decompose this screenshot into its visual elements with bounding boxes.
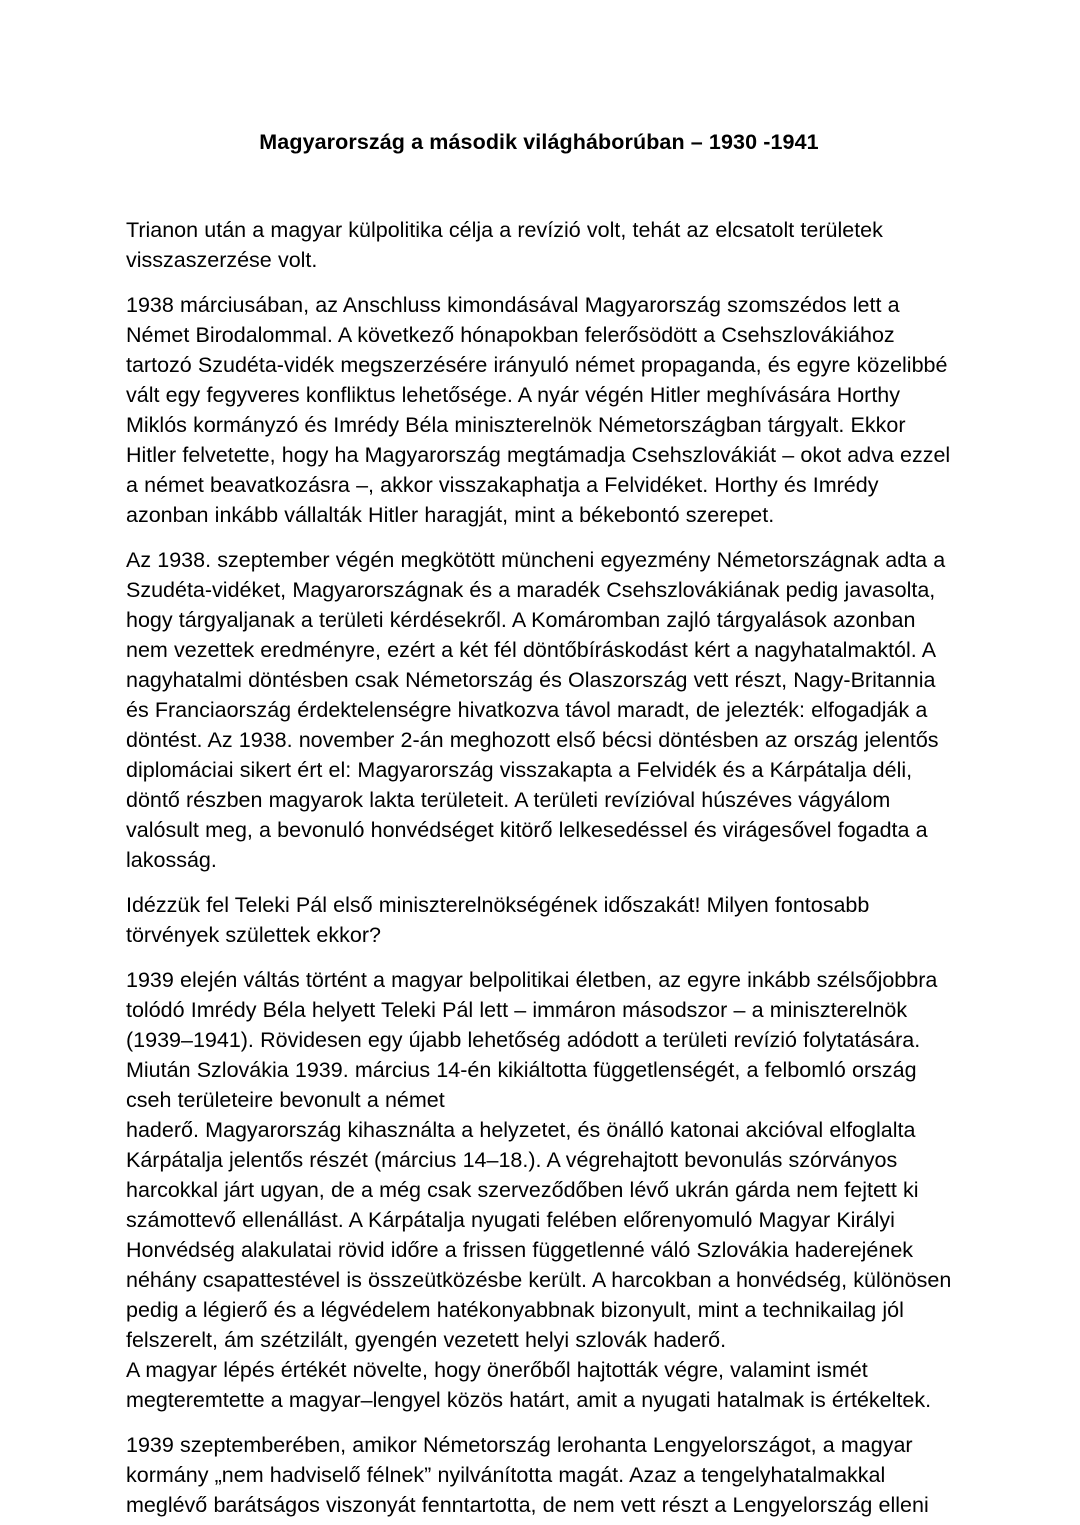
paragraph-1: Trianon után a magyar külpolitika célja a revízió volt, tehát az elcsatolt területek visszaszerzése volt. <box>126 218 883 272</box>
paragraph-5 <box>126 965 952 1415</box>
paragraph-5-segment-1: 1939 elején váltás történt a magyar belpolitikai életben, az egyre inkább szélsőjobbra tolódó Imrédy Béla helyett Teleki Pál lett – immáron másodszor – a miniszterelnök (1939–1941). Rövidesen egy újabb lehetőség adódott a területi revízió folytatására. Miután Szlovákia 1939. március 14-én kikiáltotta függetlenségét, a felbomló ország cseh területeire bevonult a német <box>126 968 938 1112</box>
paragraph-2: 1938 márciusában, az Anschluss kimondásával Magyarország szomszédos lett a Német Birodalommal. A következő hónapokban felerősödött a Csehszlovákiához tartozó Szudéta-vidék megszerzésére irányuló német propaganda, és egyre közelibbé vált egy fegyveres konfliktus lehetősége. A nyár végén Hitler meghívására Horthy Miklós kormányzó és Imrédy Béla miniszterelnök Németországban tárgyalt. Ekkor Hitler felvetette, hogy ha Magyarország megtámadja Csehszlovákiát – okot adva ezzel a német beavatkozásra –, akkor visszakaphatja a Felvidéket. Horthy és Imrédy azonban inkább vállalták Hitler haragját, mint a békebontó szerepet. <box>126 293 951 527</box>
paragraph-5-segment-3: A magyar lépés értékét növelte, hogy önerőből hajtották végre, valamint ismét megteremtette a magyar–lengyel közös határt, amit a nyugati hatalmak is értékeltek. <box>126 1358 932 1412</box>
paragraph-4: Idézzük fel Teleki Pál első miniszterelnökségének időszakát! Milyen fontosabb törvények születtek ekkor? <box>126 893 870 947</box>
document-body <box>126 0 952 1520</box>
paragraph-5-segment-2: haderő. Magyarország kihasználta a helyzetet, és önálló katonai akcióval elfoglalta Kárpátalja jelentős részét (március 14–18.). A végrehajtott bevonulás szórványos harcokkal járt ugyan, de a még csak szerveződőben lévő ukrán gárda nem fejtett ki számottevő ellenállást. A Kárpátalja nyugati felében előrenyomuló Magyar Királyi Honvédség alakulatai rövid időre a frissen függetlenné váló Szlovákia haderejének néhány csapattestével is összeütközésbe került. A harcokban a honvédség, különösen pedig a légierő és a légvédelem hatékonyabbnak bizonyult, mint a technikailag jól felszerelt, ám szétzilált, gyengén vezetett helyi szlovák haderő. <box>126 1118 952 1352</box>
paragraph-3: Az 1938. szeptember végén megkötött müncheni egyezmény Németországnak adta a Szudéta-vidéket, Magyarországnak és a maradék Csehszlovákiának pedig javasolta, hogy tárgyaljanak a területi kérdésekről. A Komáromban zajló tárgyalások azonban nem vezettek eredményre, ezért a két fél döntőbíráskodást kért a nagyhatalmaktól. A nagyhatalmi döntésben csak Németország és Olaszország vett részt, Nagy-Britannia és Franciaország érdektelenségre hivatkozva távol maradt, de jelezték: elfogadják a döntést. Az 1938. november 2-án meghozott első bécsi döntésben az ország jelentős diplomáciai sikert ért el: Magyarország visszakapta a Felvidék és a Kárpátalja déli, döntő részben magyarok lakta területeit. A területi revízióval húszéves vágyálom valósult meg, a bevonuló honvédséget kitörő lelkesedéssel és virágesővel fogadta a lakosság. <box>126 548 946 872</box>
page-title: Magyarország a második világháborúban – 1930 -1941 <box>259 130 819 154</box>
paragraph-6: 1939 szeptemberében, amikor Németország lerohanta Lengyelországot, a magyar kormány „nem hadviselő félnek” nyilvánította magát. Azaz a tengelyhatalmakkal meglévő barátságos viszonyát fenntartotta, de nem vett részt a Lengyelország elleni <box>126 1433 929 1517</box>
